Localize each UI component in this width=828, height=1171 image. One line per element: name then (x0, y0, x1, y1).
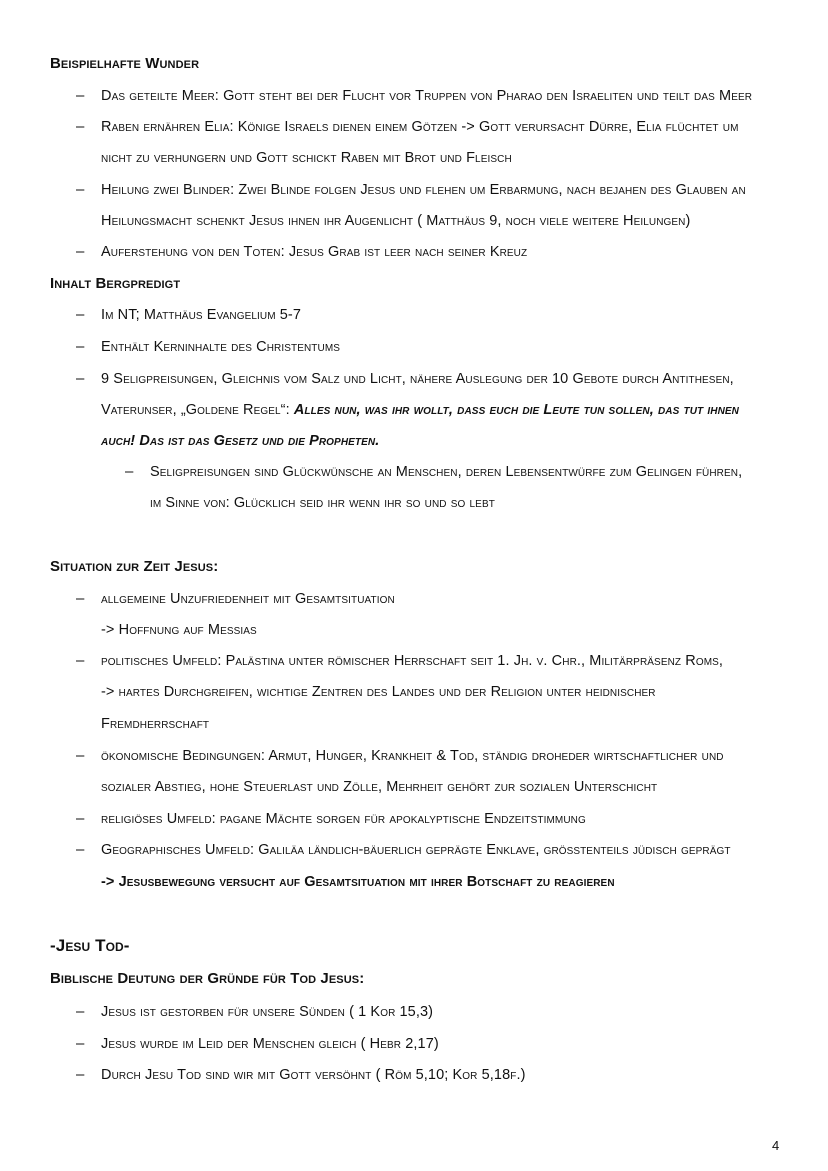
bullet-dash: – (76, 306, 85, 323)
seligpreisungen-line-1: Seligpreisungen sind Glückwünsche an Menschen, deren Lebensentwürfe zum Gelingen führen, (150, 464, 743, 480)
bullet-dash: – (76, 243, 85, 260)
bergpredigt-item-1: Im NT; Matthäus Evangelium 5-7 (101, 307, 302, 323)
bullet-dash: – (76, 181, 85, 198)
heading-situation: Situation zur Zeit Jesus: (50, 558, 219, 575)
tod-item-2: Jesus wurde im Leid der Menschen gleich ( Hebr 2,17) (101, 1036, 439, 1052)
situation-b-line-3: Fremdherrschaft (101, 716, 210, 732)
bullet-dash: – (76, 370, 85, 387)
bergpredigt-item-3-line-1: 9 Seligpreisungen, Gleichnis vom Salz und Licht, nähere Auslegung der 10 Gebote durch Antithesen, (101, 371, 734, 387)
bergpredigt-item-3-line-2 (101, 401, 739, 419)
heading-bergpredigt: Inhalt Bergpredigt (50, 275, 181, 292)
situation-b-line-1: politisches Umfeld: Palästina unter römischer Herrschaft seit 1. Jh. v. Chr., Militärpräsenz Roms, (101, 653, 724, 669)
wunder-item-2-line-1: Raben ernähren Elia: Könige Israels dienen einem Götzen -> Gott verursacht Dürre, Elia flüchtet um (101, 119, 739, 135)
bullet-dash: – (76, 1066, 85, 1083)
situation-c-line-1: ökonomische Bedingungen: Armut, Hunger, Krankheit & Tod, ständig droheder wirtschaftlicher und (101, 748, 724, 764)
golden-rule-quote: Alles nun, was ihr wollt, dass euch die Leute tun sollen, das tut ihnen (293, 402, 739, 418)
page-number: 4 (772, 1138, 780, 1153)
bergpredigt-item-2: Enthält Kerninhalte des Christentums (101, 339, 341, 355)
heading-tod: Biblische Deutung der Gründe für Tod Jesus: (50, 970, 365, 987)
situation-d-line-1: religiöses Umfeld: pagane Mächte sorgen für apokalyptische Endzeitstimmung (101, 811, 586, 827)
golden-rule-quote-end: auch! Das ist das Gesetz und die Propheten. (101, 433, 380, 449)
sub-bullet-dash: – (125, 463, 134, 480)
situation-e-line-1: Geographisches Umfeld: Galiläa ländlich-bäuerlich geprägte Enklave, größtenteils jüdisch geprägt (101, 842, 731, 858)
situation-b-line-2: -> hartes Durchgreifen, wichtige Zentren des Landes und der Religion unter heidnischer (101, 684, 656, 700)
bergpredigt-plain-text: Vaterunser, „Goldene Regel“: (101, 402, 294, 418)
title-jesu-tod: -Jesu Tod- (50, 936, 130, 955)
bullet-dash: – (76, 841, 85, 858)
situation-a-line-1: allgemeine Unzufriedenheit mit Gesamtsituation (101, 591, 395, 607)
seligpreisungen-line-2: im Sinne von: Glücklich seid ihr wenn ihr so und so lebt (150, 495, 495, 511)
tod-item-1: Jesus ist gestorben für unsere Sünden ( 1 Kor 15,3) (101, 1004, 434, 1020)
situation-e-line-2: -> Jesusbewegung versucht auf Gesamtsituation mit ihrer Botschaft zu reagieren (101, 874, 615, 890)
heading-wunder: Beispielhafte Wunder (50, 55, 200, 72)
wunder-item-3-line-1: Heilung zwei Blinder: Zwei Blinde folgen Jesus und flehen um Erbarmung, nach bejahen des Glauben an (101, 182, 746, 198)
bullet-dash: – (76, 590, 85, 607)
bullet-dash: – (76, 1003, 85, 1020)
bullet-dash: – (76, 338, 85, 355)
wunder-item-4-line-1: Auferstehung von den Toten: Jesus Grab ist leer nach seiner Kreuz (101, 244, 528, 260)
situation-c-line-2: sozialer Abstieg, hohe Steuerlast und Zölle, Mehrheit gehört zur sozialen Unterschicht (101, 779, 658, 795)
bullet-dash: – (76, 118, 85, 135)
situation-a-line-2: -> Hoffnung auf Messias (101, 622, 257, 638)
bullet-dash: – (76, 87, 85, 104)
bullet-dash: – (76, 1035, 85, 1052)
wunder-item-3-line-2: Heilungsmacht schenkt Jesus ihnen ihr Augenlicht ( Matthäus 9, noch viele weitere Heilungen) (101, 213, 691, 229)
tod-item-3: Durch Jesu Tod sind wir mit Gott versöhnt ( Röm 5,10; Kor 5,18f.) (101, 1067, 526, 1083)
wunder-item-2-line-2: nicht zu verhungern und Gott schickt Raben mit Brot und Fleisch (101, 150, 512, 166)
bullet-dash: – (76, 810, 85, 827)
bullet-dash: – (76, 652, 85, 669)
wunder-item-1-line-1: Das geteilte Meer: Gott steht bei der Flucht vor Truppen von Pharao den Israeliten und teilt das Meer (101, 88, 753, 104)
bullet-dash: – (76, 747, 85, 764)
